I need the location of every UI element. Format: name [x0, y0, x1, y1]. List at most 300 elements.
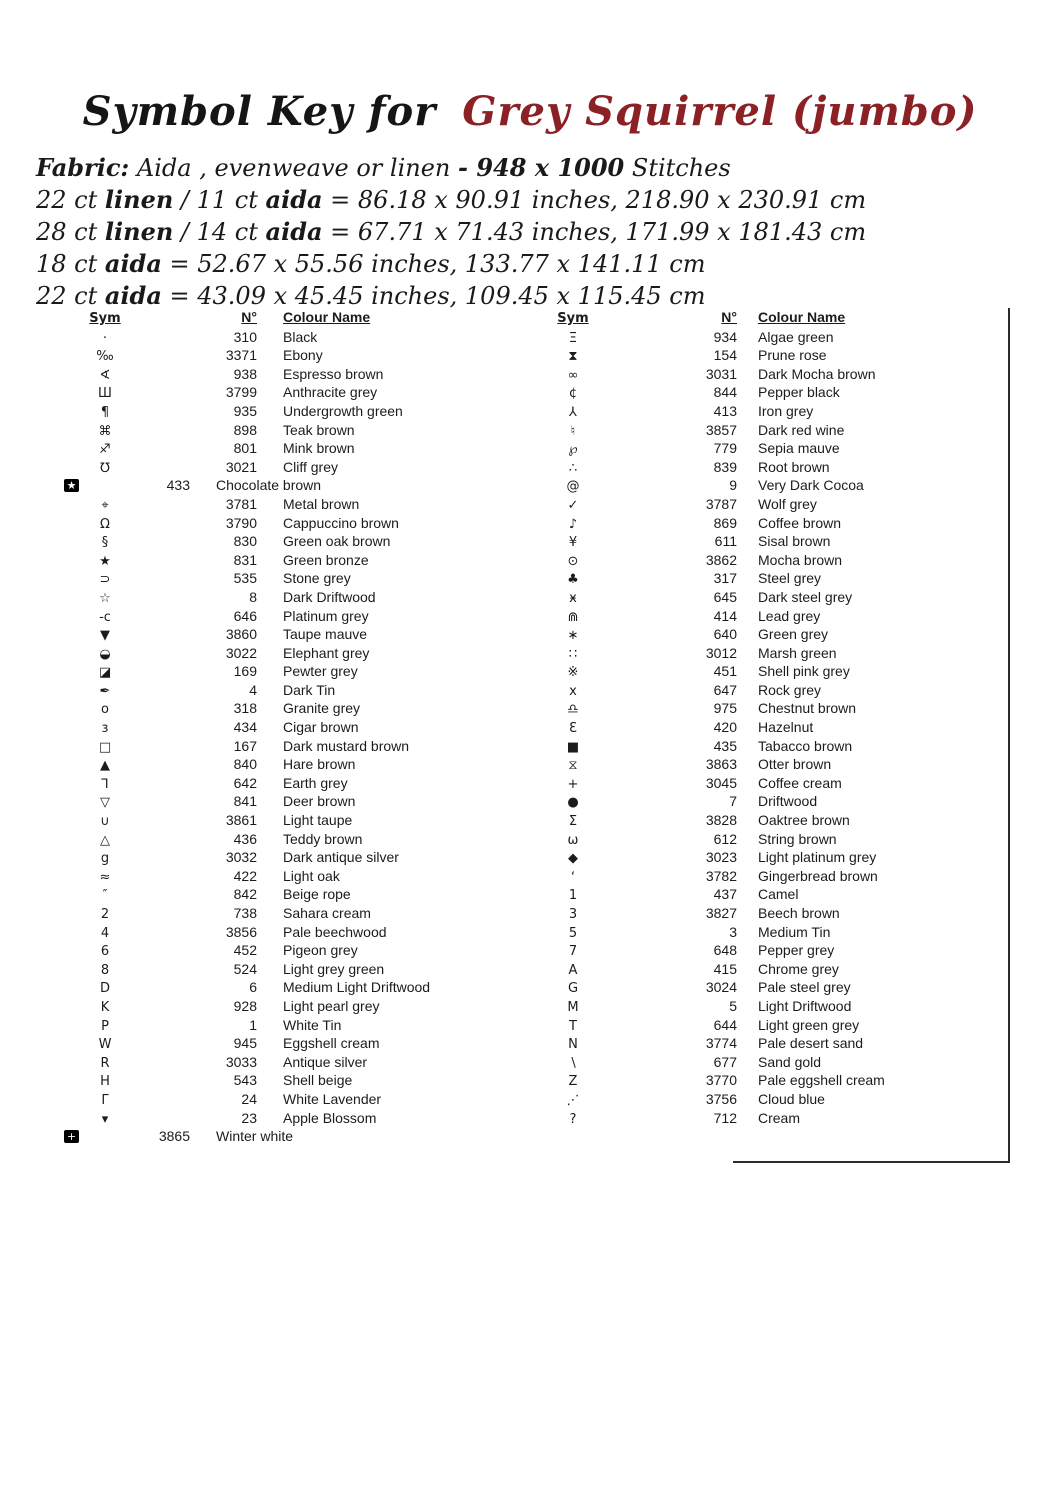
table-row	[548, 383, 1008, 402]
fabric-text: Fabric:	[36, 153, 130, 182]
row-number: 612	[713, 830, 737, 847]
row-colour-name: String brown	[758, 830, 837, 847]
row-symbol: g	[100, 851, 110, 867]
table-row	[64, 439, 504, 458]
symbol-table-left	[64, 308, 504, 1146]
row-symbol: W	[98, 1037, 112, 1053]
table-row	[64, 1071, 504, 1090]
table-row	[64, 737, 504, 756]
table-row	[548, 421, 1008, 440]
row-symbol: ※	[567, 665, 579, 681]
row-colour-name: Iron grey	[758, 402, 814, 419]
row-symbol: 7	[568, 944, 578, 960]
row-number: 310	[233, 328, 257, 345]
row-symbol: ʻ	[570, 869, 576, 885]
row-number: 3799	[225, 384, 257, 401]
table-row	[64, 960, 504, 979]
row-symbol: 5	[568, 925, 578, 941]
table-row	[64, 867, 504, 886]
row-symbol: ℧	[100, 460, 110, 476]
row-colour-name: Eggshell cream	[283, 1035, 380, 1052]
row-symbol: ɜ	[101, 721, 109, 737]
row-number: 3371	[225, 347, 257, 364]
row-number: 413	[713, 402, 737, 419]
fabric-text: 22 ct	[36, 282, 105, 310]
table-row	[548, 476, 1008, 495]
row-colour-name: Wolf grey	[758, 495, 817, 512]
fabric-text: aida	[265, 217, 323, 246]
row-number: 975	[713, 700, 737, 717]
row-number: 3863	[705, 756, 737, 773]
row-number: 640	[713, 626, 737, 643]
row-number: 3021	[225, 458, 257, 475]
row-number: 644	[713, 1016, 737, 1033]
table-row	[548, 365, 1008, 384]
table-row	[64, 476, 504, 495]
row-colour-name: Ebony	[283, 347, 323, 364]
table-row	[64, 681, 504, 700]
table-row	[64, 365, 504, 384]
row-colour-name: Pepper black	[758, 384, 840, 401]
table-row	[548, 1109, 1008, 1128]
row-symbol: ∴	[568, 460, 578, 476]
table-row	[548, 1053, 1008, 1072]
row-symbol: 8	[100, 962, 110, 978]
row-colour-name: Earth grey	[283, 774, 348, 791]
row-number: 5	[729, 997, 737, 1014]
table-row	[548, 737, 1008, 756]
row-colour-name: Undergrowth green	[283, 402, 403, 419]
row-colour-name: Cream	[758, 1109, 801, 1126]
table-row	[64, 495, 504, 514]
row-number: 24	[241, 1090, 257, 1107]
row-number: 452	[233, 942, 257, 959]
row-symbol: ω	[567, 832, 579, 848]
fabric-block	[36, 152, 936, 312]
row-number: 646	[233, 607, 257, 624]
row-colour-name: Cloud blue	[758, 1090, 825, 1107]
row-symbol: ▾	[101, 1111, 109, 1127]
row-symbol: 2	[100, 907, 110, 922]
row-number: 415	[713, 960, 737, 977]
row-colour-name: Light Driftwood	[758, 997, 852, 1014]
row-number: 9	[729, 477, 737, 494]
table-row	[64, 644, 504, 663]
row-colour-name: Pale beechwood	[283, 923, 387, 940]
row-number: 23	[241, 1109, 257, 1126]
row-symbol: @	[566, 479, 580, 495]
row-colour-name: Prune rose	[758, 347, 827, 364]
row-symbol: +	[64, 1130, 79, 1143]
row-colour-name: Otter brown	[758, 756, 832, 773]
row-colour-name: Chestnut brown	[758, 700, 857, 717]
row-symbol: 3	[568, 907, 578, 922]
row-symbol: ¥	[568, 535, 578, 551]
row-symbol: +	[567, 776, 579, 792]
table-body-left	[64, 328, 504, 1146]
row-colour-name: Pale steel grey	[758, 979, 851, 996]
row-symbol: ◪	[98, 665, 112, 681]
row-symbol: ✓	[567, 497, 579, 513]
row-number: 3022	[225, 644, 257, 661]
row-symbol: Ξ	[568, 330, 578, 346]
table-row	[548, 681, 1008, 700]
table-row	[64, 1127, 504, 1146]
row-number: 3782	[705, 867, 737, 884]
row-number: 841	[233, 793, 257, 810]
table-row	[548, 1034, 1008, 1053]
row-number: 3023	[705, 849, 737, 866]
row-symbol: ∷	[568, 646, 578, 662]
row-number: 420	[713, 719, 737, 736]
header-colour-name: Colour Name	[758, 309, 846, 325]
fabric-line	[36, 216, 936, 248]
row-number: 6	[249, 979, 257, 996]
table-row	[64, 514, 504, 533]
row-symbol: ✒	[99, 683, 111, 699]
row-number: 840	[233, 756, 257, 773]
row-colour-name: Cliff grey	[283, 458, 338, 475]
row-number: 3861	[225, 812, 257, 829]
table-row	[64, 1090, 504, 1109]
row-number: 3033	[225, 1053, 257, 1070]
table-row	[64, 383, 504, 402]
row-colour-name: Light platinum grey	[758, 849, 877, 866]
table-row	[64, 699, 504, 718]
row-colour-name: Anthracite grey	[283, 384, 378, 401]
row-symbol: ⅂	[101, 776, 109, 792]
row-number: 3012	[705, 644, 737, 661]
table-bottom-border	[733, 1161, 1008, 1163]
table-row	[548, 1016, 1008, 1035]
row-colour-name: Dark mustard brown	[283, 737, 410, 754]
table-row	[548, 811, 1008, 830]
fabric-text: = 86.18 x 90.91 inches, 218.90 x 230.91 cm	[322, 186, 867, 214]
row-symbol: ⧗	[568, 349, 578, 365]
row-symbol: Z	[568, 1074, 578, 1090]
row-symbol: ♎	[567, 702, 579, 718]
row-colour-name: Espresso brown	[283, 365, 384, 382]
table-row	[64, 588, 504, 607]
row-number: 318	[233, 700, 257, 717]
table-row	[548, 904, 1008, 923]
table-row	[64, 885, 504, 904]
table-row	[548, 328, 1008, 347]
row-number: 945	[233, 1035, 257, 1052]
row-colour-name: Hazelnut	[758, 719, 814, 736]
row-colour-name: Stone grey	[283, 570, 351, 587]
header-sym: Sym	[557, 311, 589, 326]
row-symbol: ″	[102, 888, 108, 904]
fabric-text: 28 ct	[36, 218, 105, 246]
row-colour-name: Platinum grey	[283, 607, 369, 624]
row-symbol: D	[99, 981, 110, 997]
row-symbol: ∖	[568, 1055, 578, 1071]
row-symbol: G	[567, 981, 579, 997]
row-number: 842	[233, 886, 257, 903]
row-number: 3024	[705, 979, 737, 996]
fabric-line	[36, 248, 936, 280]
row-colour-name: Shell beige	[283, 1072, 353, 1089]
table-row	[548, 997, 1008, 1016]
row-symbol: ▲	[100, 758, 110, 774]
row-symbol: ▼	[100, 628, 110, 644]
row-colour-name: Mocha brown	[758, 551, 843, 568]
table-row	[548, 755, 1008, 774]
row-colour-name: Black	[283, 328, 318, 345]
row-number: 935	[233, 402, 257, 419]
row-symbol: -c	[99, 609, 111, 625]
row-number: 738	[233, 905, 257, 921]
row-colour-name: Tabacco brown	[758, 737, 853, 754]
row-number: 830	[233, 533, 257, 550]
title-red: Grey Squirrel (jumbo)	[462, 88, 978, 135]
row-colour-name: Medium Tin	[758, 923, 831, 940]
table-row	[548, 346, 1008, 365]
table-row	[64, 551, 504, 570]
row-colour-name: Pale eggshell cream	[758, 1072, 885, 1089]
row-number: 433	[166, 477, 190, 494]
fabric-text: / 11 ct	[173, 186, 266, 214]
row-colour-name: Dark red wine	[758, 421, 845, 438]
row-symbol: ♣	[567, 572, 579, 588]
row-number: 3856	[225, 923, 257, 940]
table-row	[64, 774, 504, 793]
row-colour-name: Dark Tin	[283, 681, 336, 698]
row-symbol: ≈	[99, 869, 111, 885]
table-row	[548, 625, 1008, 644]
table-row	[64, 662, 504, 681]
symbol-table-right	[548, 308, 1010, 1163]
row-number: 831	[233, 551, 257, 568]
row-number: 3828	[705, 812, 737, 829]
row-symbol: ⌘	[98, 423, 112, 439]
table-row	[548, 978, 1008, 997]
row-number: 3770	[705, 1072, 737, 1089]
row-colour-name: Marsh green	[758, 644, 837, 661]
row-colour-name: Apple Blossom	[283, 1109, 377, 1126]
table-row	[548, 923, 1008, 942]
row-colour-name: Teddy brown	[283, 830, 363, 847]
row-number: 8	[249, 588, 257, 605]
table-row	[548, 532, 1008, 551]
row-symbol: ∪	[100, 814, 110, 830]
row-number: 839	[713, 458, 737, 475]
row-colour-name: Pale desert sand	[758, 1035, 864, 1052]
fabric-text: aida	[104, 281, 162, 310]
row-symbol: ӿ	[569, 590, 577, 606]
row-number: 535	[233, 570, 257, 587]
row-symbol: x	[569, 683, 577, 699]
row-colour-name: Camel	[758, 886, 799, 903]
row-number: 3032	[225, 849, 257, 866]
table-row	[64, 1034, 504, 1053]
row-colour-name: Hare brown	[283, 756, 356, 773]
row-colour-name: Pepper grey	[758, 942, 835, 959]
row-symbol: Ω	[100, 516, 110, 532]
row-colour-name: Sepia mauve	[758, 440, 840, 457]
row-colour-name: Gingerbread brown	[758, 867, 878, 884]
table-row	[548, 569, 1008, 588]
row-colour-name: Lead grey	[758, 607, 821, 624]
row-number: 645	[713, 588, 737, 605]
row-colour-name: Dark antique silver	[283, 849, 399, 866]
table-row	[548, 718, 1008, 737]
row-colour-name: Oaktree brown	[758, 812, 850, 829]
row-symbol: §	[101, 535, 109, 551]
row-symbol: ⋒	[567, 609, 579, 625]
table-row	[548, 960, 1008, 979]
table-row	[548, 885, 1008, 904]
fabric-text: linen	[104, 217, 174, 246]
row-colour-name: Algae green	[758, 328, 834, 345]
row-symbol: ■	[566, 739, 580, 755]
row-symbol: ▽	[100, 795, 110, 811]
table-row	[64, 402, 504, 421]
fabric-text: linen	[104, 185, 174, 214]
row-colour-name: Shell pink grey	[758, 663, 850, 680]
table-row	[64, 1053, 504, 1072]
row-number: 317	[713, 570, 737, 587]
row-symbol: ⅄	[569, 404, 577, 420]
row-colour-name: Beech brown	[758, 905, 840, 921]
row-colour-name: Chrome grey	[758, 960, 839, 977]
title-black: Symbol Key for	[82, 88, 437, 135]
table-row	[548, 439, 1008, 458]
row-symbol: ¶	[100, 404, 110, 420]
row-symbol: ◆	[568, 851, 578, 867]
row-number: 7	[729, 793, 737, 810]
table-row	[548, 588, 1008, 607]
row-number: 611	[714, 533, 737, 550]
row-number: 524	[233, 960, 257, 977]
header-number: N°	[241, 309, 257, 325]
table-row	[548, 458, 1008, 477]
row-symbol: Σ	[568, 814, 578, 830]
row-colour-name: Light taupe	[283, 812, 353, 829]
row-symbol: ★	[99, 553, 111, 569]
row-symbol: ★	[64, 479, 79, 492]
row-symbol: ?	[569, 1111, 577, 1127]
row-colour-name: Chocolate brown	[216, 477, 322, 494]
row-symbol: ●	[567, 795, 579, 811]
row-number: 3790	[225, 514, 257, 531]
row-number: 938	[233, 365, 257, 382]
row-number: 434	[233, 719, 257, 736]
row-colour-name: Coffee cream	[758, 774, 842, 791]
row-symbol: ∢	[99, 367, 111, 383]
row-symbol: ♪	[568, 516, 578, 532]
row-colour-name: Sand gold	[758, 1053, 822, 1070]
row-number: 154	[713, 347, 737, 364]
row-colour-name: Dark steel grey	[758, 588, 853, 605]
row-number: 437	[713, 886, 737, 903]
row-number: 435	[713, 737, 737, 754]
row-symbol: ⊙	[567, 553, 579, 569]
row-colour-name: Light green grey	[758, 1016, 860, 1033]
table-row	[548, 699, 1008, 718]
table-row	[64, 421, 504, 440]
row-number: 3862	[705, 551, 737, 568]
table-row	[548, 774, 1008, 793]
table-row	[64, 923, 504, 942]
table-row	[548, 867, 1008, 886]
row-colour-name: Mink brown	[283, 440, 355, 457]
fabric-text: 22 ct	[36, 186, 105, 214]
row-colour-name: Winter white	[216, 1128, 294, 1145]
row-colour-name: Beige rope	[283, 886, 351, 903]
row-symbol: ⋰	[566, 1092, 580, 1108]
row-symbol: □	[98, 739, 112, 755]
table-row	[64, 1109, 504, 1128]
row-symbol: T	[569, 1018, 577, 1034]
row-number: 451	[713, 663, 737, 680]
table-row	[64, 607, 504, 626]
row-colour-name: Granite grey	[283, 700, 361, 717]
row-number: 422	[233, 867, 257, 884]
row-colour-name: Rock grey	[758, 681, 822, 698]
row-colour-name: Dark Driftwood	[283, 588, 376, 605]
row-colour-name: Driftwood	[758, 793, 818, 810]
row-colour-name: Antique silver	[283, 1053, 368, 1070]
row-number: 844	[713, 384, 737, 401]
row-colour-name: Elephant grey	[283, 644, 370, 661]
row-colour-name: Very Dark Cocoa	[758, 477, 864, 494]
row-number: 869	[713, 514, 737, 531]
row-number: 3860	[225, 626, 257, 643]
page-title	[0, 88, 1060, 135]
row-number: 3	[729, 923, 737, 940]
row-number: 3756	[705, 1090, 737, 1107]
row-symbol: H	[100, 1074, 110, 1090]
table-row	[548, 402, 1008, 421]
row-symbol: N	[568, 1037, 578, 1053]
row-colour-name: Teak brown	[283, 421, 355, 438]
row-symbol: ⌖	[101, 497, 109, 513]
header-colour-name: Colour Name	[283, 309, 371, 325]
row-symbol: Ɛ	[569, 721, 577, 737]
table-row	[64, 625, 504, 644]
table-row	[64, 569, 504, 588]
row-number: 3787	[705, 495, 737, 512]
row-colour-name: Green oak brown	[283, 533, 391, 550]
table-row	[64, 811, 504, 830]
row-colour-name: Deer brown	[283, 793, 356, 810]
row-symbol: 1	[568, 888, 578, 904]
row-colour-name: Light grey green	[283, 960, 385, 977]
row-number: 543	[233, 1072, 257, 1089]
row-number: 712	[713, 1109, 737, 1126]
row-number: 167	[233, 737, 257, 754]
table-row	[548, 830, 1008, 849]
row-colour-name: Green grey	[758, 626, 829, 643]
table-row	[64, 755, 504, 774]
row-number: 648	[713, 942, 737, 959]
row-symbol: P	[101, 1018, 109, 1034]
row-colour-name: Light pearl grey	[283, 997, 380, 1014]
row-number: 3031	[705, 365, 737, 382]
row-number: 4	[249, 681, 257, 698]
table-row	[548, 1090, 1008, 1109]
row-symbol: △	[100, 832, 110, 848]
row-symbol: ∗	[567, 628, 579, 644]
table-row	[548, 941, 1008, 960]
row-number: 801	[233, 440, 257, 457]
table-row	[548, 792, 1008, 811]
row-symbol: ∞	[567, 367, 579, 383]
row-symbol: R	[100, 1055, 110, 1071]
fabric-text: aida	[104, 249, 162, 278]
